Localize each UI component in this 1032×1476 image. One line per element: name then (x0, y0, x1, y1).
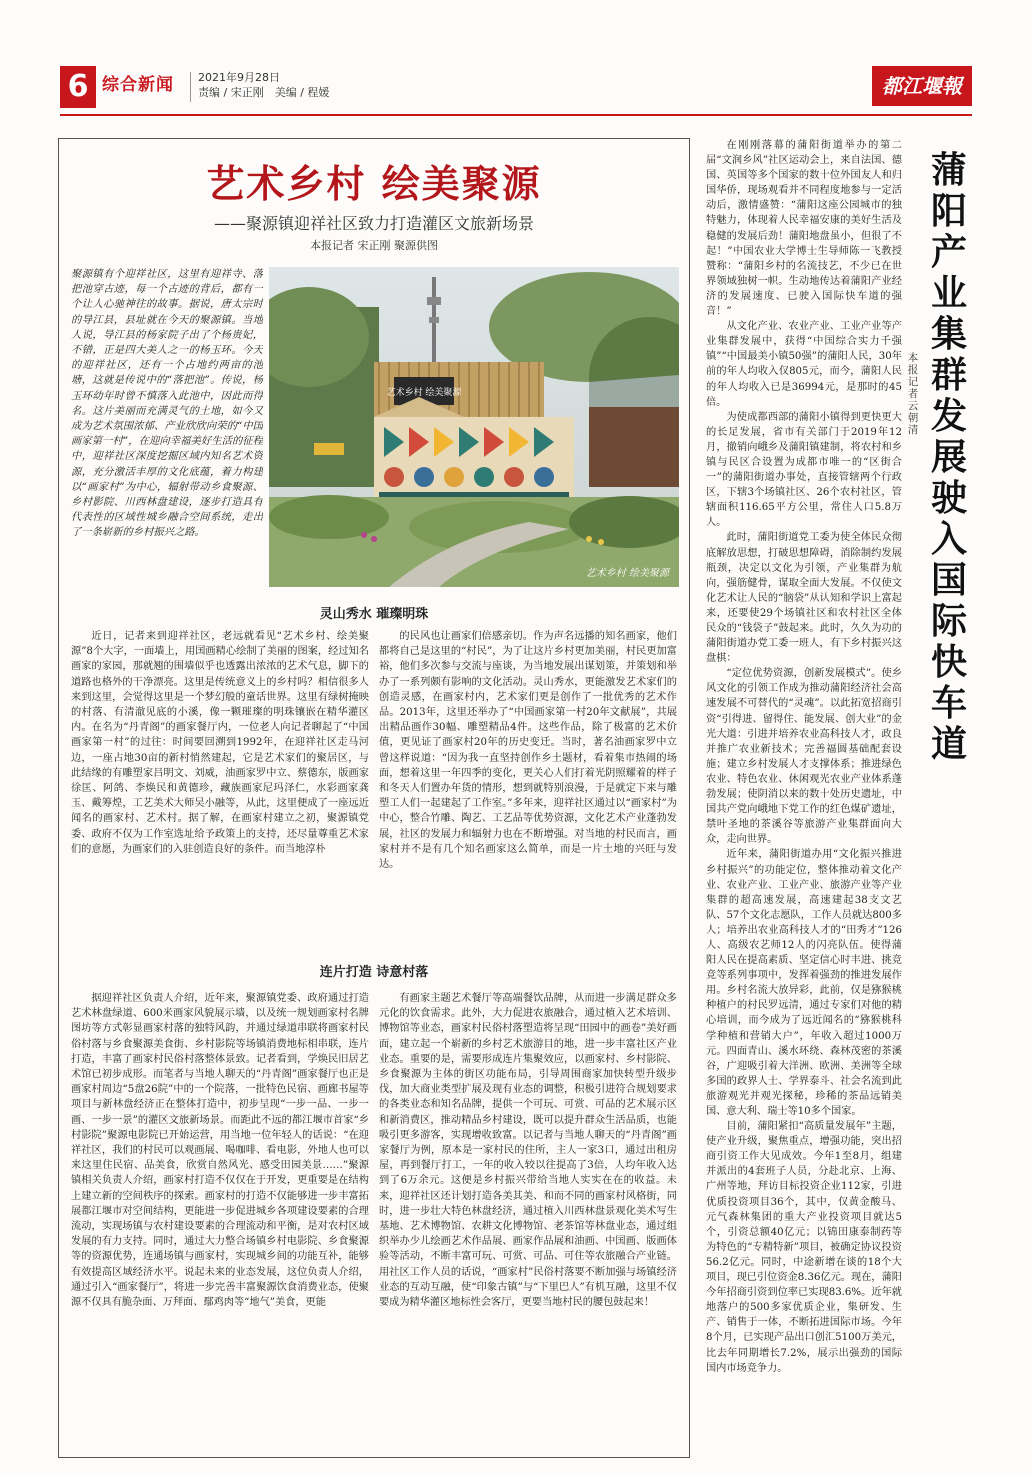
header-divider (190, 72, 191, 102)
building-sign-text: 艺术乡村 绘美聚源 (386, 388, 462, 398)
side-article-byline: 本报记者 云朝清 (907, 352, 919, 436)
section1-column-1-text: 近日，记者来到迎祥社区，老远就看见“艺术乡村、绘美聚源”8个大字，一面墙上，用国画精心绘制了美丽的图案，经过知名画家的家园，那就翘的围墙似乎也透露出浓浓的艺术气息，脚下的道路也格外的干净漂亮。这里是传统意义上的乡村吗？相信很多人来到这里，会觉得这里是一个梦幻般的童话世界。这里有绿树掩映的村落、有清澈见底的小溪，像一颗璀璨的明珠镶嵌在精华灌区内。在名为“丹青阁”的画家餐厅内，一位老人向记者聊起了“中国画家第一村”的过往：时间要回溯到1992年，在迎祥社区走马河边，一座占地30亩的新村悄然建起，它是艺术家们的聚居区，与此结缘的有雕塑家吕明文、刘威，油画家罗中立、蔡德东，版画家徐匡、阿鸽、李焕民和黄德珍，藏族画家尼玛泽仁，水彩画家龚玉、戴筹煌，工艺美术大师吴小融等，从此，这里便成了一座远近闻名的画家村、艺术村。据了解，在画家村建立之初，聚源镇党委、政府不仅为工作室选址给予政策上的支持，还尽量尊重艺术家们的意愿，为画家们的入驻创造良好的条件。而当地淳朴 (71, 631, 369, 855)
section2-column-1 (71, 991, 369, 1447)
side-article-body (706, 138, 902, 1456)
issue-date: 2021年9月28日 (198, 71, 280, 84)
article-photo (269, 267, 679, 587)
editor-credits: 责编 / 宋正刚 美编 / 程媛 (198, 86, 330, 99)
section2-column-2-text: 有画家主题艺术餐厅等高端餐饮品牌，从而进一步满足群众多元化的饮食需求。此外，大力促进农旅融合，通过植入艺术培训、博物馆等业态，画家村民俗村落塑造将呈现“田园中的画卷”美好画面，建立起一个崭新的乡村艺术旅游目的地，进一步丰富社区产业业态。重要的是，需要形成连片集聚效应，以画家村、乡村影院、乡食聚源为主体的街区功能布局，引导周围商家加快转型升级步伐，加大商业类型扩展及现有业态的调整，积极引进符合规划要求的各类业态和知名品牌，提供一个可玩、可赏、可品的艺术展示区和新消费区，推动精品乡村建设，既可以提升群众生活品质，也能吸引更多游客，实现增收致富。以记者与当地人聊天的“丹青阁”画家餐厅为例，原本是一家村民的住所，主人一家3口，通过出租房屋，再到餐厅打工，一年的收入较以往提高了3倍，人均年收入达到了6万余元。这便是乡村振兴带给当地人实实在在的收益。未来，迎祥社区还计划打造各美其美、和而不同的画家村风格街，同时，进一步壮大特色林盘经济，通过植入川西林盘景观化美术写生基地、艺术博物馆、农耕文化博物馆、老茶馆等林盘业态，通过组织举办少儿绘画艺术作品展、画家作品展和油画、中国画、版画体验等活动，不断丰富可玩、可赏、可品、可住等农旅融合产业链。用社区工作人员的话说，“画家村”民俗村落要不断加强与场镇经济业态的互动互融，使“印象古镇”与“下里巴人”有机互融，这里不仅要成为精华灌区地标性会客厅，更要当地村民的腰包鼓起来！ (379, 993, 677, 1309)
side-paragraph: “定位优势资源，创新发展模式”。使乡风文化的引领工作成为推动蒲阳经济社会高速发展不可替代的“灵魂”。以此拓宽招商引资“引得进、留得住、能发展、创大业”的金光大道：引进并培养农业高科技人才，政良并推广农业新技术；完善福圆基础配套设施；建立乡村发展人才支撑体系；推进绿色农业、特色农业、休闲观光农业产业体系蓬勃发展；使阴消以来的数十处历史遗址，中国共产党向峨地下党工作的红色煤矿遗址，禁叶圣地的茶溪谷等旅游产业集群面向大众，走向世界。 (706, 668, 902, 846)
page-number: 6 (60, 66, 96, 108)
section2-column-1-text: 据迎祥社区负责人介绍，近年来，聚源镇党委、政府通过打造艺术林盘绿道、600米画家风貌展示墙，以及统一规划画家村名牌图坊等方式彰显画家村落的独特风韵，并通过绿道串联将画家村民俗村落与乡食聚源美食街、乡村影院等场镇消费地标相串联，连片打造，丰富了画家村民俗村落整体景致。记者看到，学焕民旧居艺术馆已初步成形。而笔者与当地人聊天的“丹青阁”画家餐厅也正是画家村周边“5盘26院”中的一个院落，一批特色民宿、画廊书屋等项目与新林盘经济正在整体打造中，初步呈现“一步一品、一步一画、一步一景”的灌区文旅新场景。而距此不远的都江堰市首家“乡村影院”聚源电影院已开始运营，用当地一位年轻人的话说：“在迎祥社区，我们的村民可以观画展、喝咖啡、看电影，外地人也可以来这里住民宿、品美食，欣赏自然风光、感受田园美景……”聚源镇相关负责人介绍，画家村打造不仅仅在于开发，更重要是在结构上建立新的空间秩序的探索。画家村的打造不仅能够进一步丰富拓展都江堰市对空间结构，更能进一步促进城乡各项建设要素的合理流动，实现场镇与农村建设要素的合理流动和平衡，是对农村区域发展的有力支持。同时，通过大力整合场镇乡村电影院、乡食聚源等的资源优势，连通场镇与画家村，实现城乡间的功能互补，能够有效提高区域经济水平。说起未来的业态发展，这位负责人介绍，通过引入“画家餐厅”，将进一步完善丰富聚源饮食消费业态，使聚源不仅具有脆杂面、万拜面、鄢鸡肉等“地气”美食，更能 (71, 993, 369, 1309)
section2-column-2 (379, 991, 677, 1447)
side-paragraph: 从文化产业、农业产业、工业产业等产业集群发展中，获得“中国综合实力千强镇”“中国最美小镇50强”的蒲阳人民，30年前的年人均收入仅805元，而今，蒲阳人民的年人均收入已是36994元，是那时的45倍。 (706, 321, 902, 408)
article-byline: 本报记者 宋正刚 聚源供图 (310, 239, 438, 252)
article-intro: 聚源镇有个迎祥社区，这里有迎祥寺、落把池穿古迹，每一个古迹的背后，都有一个让人心驰神往的故事。据说，唐太宗时的导江县，县址就在今天的聚源镇。当地人说，导江县的杨家院子出了个杨贵妃，不错，正是四大美人之一的杨玉环。今天的迎祥社区，还有一个占地约两亩的池塘，这就是传说中的“落把池”。传说，杨玉环幼年时曾不慎落入此池中，因此而得名。这片美丽而充满灵气的土地，如今又成为艺术氛围浓郁、产业欣欣向荣的“中国画家第一村”，在迎向幸福美好生活的征程中，迎祥社区深度挖掘区域内知名艺术资源，充分激活丰厚的文化底蕴，着力构建以“画家村”为中心，辐射带动乡食聚源、乡村影院、川西林盘建设，逐步打造具有代表性的区域性城乡融合空间系统，走出了一条崭新的乡村振兴之路。 (71, 268, 263, 539)
header-rule (60, 114, 972, 116)
article-title: 艺术乡村 绘美聚源 (206, 162, 542, 206)
section-heading-1: 灵山秀水 璀璨明珠 (319, 607, 429, 622)
issue-info (198, 70, 329, 100)
main-article-box (58, 138, 690, 1458)
section1-column-2-text: 的民风也让画家们倍感亲切。作为声名远播的知名画家，他们都将自己是这里的“村民”，为了让这片乡村更加美丽，村民更加富裕，他们多次参与交流与座谈，为当地发展出谋划策，并策划和举办了一系列颇有影响的文化活动。灵山秀水，更能激发艺术家们的创造灵感，在画家村内，艺术家们更是创作了一批优秀的艺术作品。2013年，这里还举办了“中国画家第一村20年文献展”，共展出精品画作30幅、雕塑精品4件。这些作品，除了极富的艺术价值，更见证了画家村20年的历史变迁。当时，著名油画家罗中立曾这样说道：“因为我一直坚持创作乡土题材，看着集市热闹的场面，想着这里一年四季的变化，更关心人们打着光阴照耀着的样子和冬天人们置办年货的情形，想到就特别浪漫，于是就定下来与雕塑工人们一起建起了工作室。”多年来，迎祥社区通过以“画家村”为中心，整合竹雕、陶艺、工艺品等优势资源，文化艺术产业蓬勃发展，社区的发展力和辐射力也在不断增强。对当地的村民而言，画家村并不是有几个知名画家这么简单，而是一片土地的兴旺与发达。 (379, 631, 677, 871)
side-paragraph: 目前，蒲阳紧扣“高质量发展年”主题，使产业升级，聚焦重点，增强功能，突出招商引资工作大见成效。今年1至8月，组建并派出的4套班子人员，分赴北京、上海、广州等地，拜访目标投资企业112家，引进优质投资项目36个，其中，仅黄金酸马、元气森林集团的重大产业投资项目就达5个，引资总额40亿元；以锦田康泰制药等为特色的“专精特新”项目，被确定协议投资56.2亿元。同时，中途新增在谈的18个大项目，现已引位资金8.36亿元。现在，蒲阳今年招商引资到位率已实现83.6%。近年就地落户的500多家优质企业，集研发、生产、销售于一体，不断拓进国际市场。今年8个月，已实现产品出口创汇5100万美元，比去年同期增长7.2%，展示出强劲的国际国内市场竞争力。 (706, 1121, 902, 1374)
side-paragraph: 近年来，蒲阳街道办用“文化振兴推进乡村振兴”的功能定位，整体推动着文化产业、农业产业、工业产业、旅游产业等产业集群的超高速发展，高速建起38支文艺队、57个文化志愿队，工作人员就达800多人；培养出农业高科技人才的“田秀才”126人、高级农艺师12人的闪亮队伍。使得蒲阳人民在提高素质、坚定信心时丰进、挑竞竞等系列事项中，发挥着强劲的推进发展作用。乡村名流大放异彩，此前，仅是猕猴桃种植户的村民罗远清，通过专家们对他的精心培训，而今成为了远近闻名的“猕猴桃科学种植和营销大户”，年收入超过1000万元。四面青山、溪水环绕、森林茂密的茶溪谷，广迎吸引着大洋洲、欧洲、美洲等全球多国的政界人士、学界泰斗、社会名流到此旅游观光并观光探秘，珍稀的茶品远销美国、意大利、瑞士等10多个国家。 (706, 849, 902, 1117)
side-paragraph: 在刚刚落幕的蒲阳街道举办的第二届“文润乡风”社区运动会上，来自法国、德国、英国等多个国家的数十位外国友人和归国华侨，现场观看并不同程度地参与一定活动后，激情盛赞：“蒲阳这座公园城市的独特魅力，体现着人民幸福安康的美好生活及稳健的发展后劲！蒲阳地盘虽小，但很了不起！”中国农业大学博士生导师陈一飞教授赞称：“蒲阳乡村的名流技艺，不少已在世界领域独树一帜。生动地传达着蒲阳产业经济的发展速度、已驶入国际快车道的强音！” (706, 140, 902, 318)
side-article-title: 蒲阳产业集群发展驶入国际快车道 (930, 149, 967, 765)
newspaper-logo: 都江堰報 (872, 66, 972, 106)
photo-caption: 艺术乡村 绘美聚源 (585, 568, 669, 579)
section1-column-2 (379, 629, 677, 951)
side-paragraph: 为使成都西部的蒲阳小镇得到更快更大的长足发展，省市有关部门于2019年12月，撤销向峨乡及蒲阳镇建制，将农村和乡镇与民区合设置为成都市唯一的“区街合一”的蒲阳街道办事处，直接管辖两个行政区，下辖3个场镇社区、26个农村社区，管辖面积116.65平方公里，常住人口5.8万人。 (706, 411, 902, 529)
page-header (60, 66, 972, 114)
section-name: 综合新闻 (102, 75, 174, 95)
side-paragraph: 此时，蒲阳街道党工委为使全体民众彻底解放思想，打破思想障碍，消除制约发展瓶颈，决定以文化为引领，产业集群为航向，强筋健骨，谋取全面大发展。不仅使文化艺术让人民的“脑袋”从认知和学识上富起来，还要使29个场镇社区和农村社区全体民众的“钱袋子”鼓起来。此时，久久为功的蒲阳街道办党工委一班人，有下乡村振兴这盘棋： (706, 532, 902, 665)
section-heading-2: 连片打造 诗意村落 (319, 965, 429, 980)
village-art-building-image (269, 267, 679, 587)
article-subtitle: ——聚源镇迎祥社区致力打造灌区文旅新场景 (213, 214, 534, 233)
section1-column-1 (71, 629, 369, 951)
